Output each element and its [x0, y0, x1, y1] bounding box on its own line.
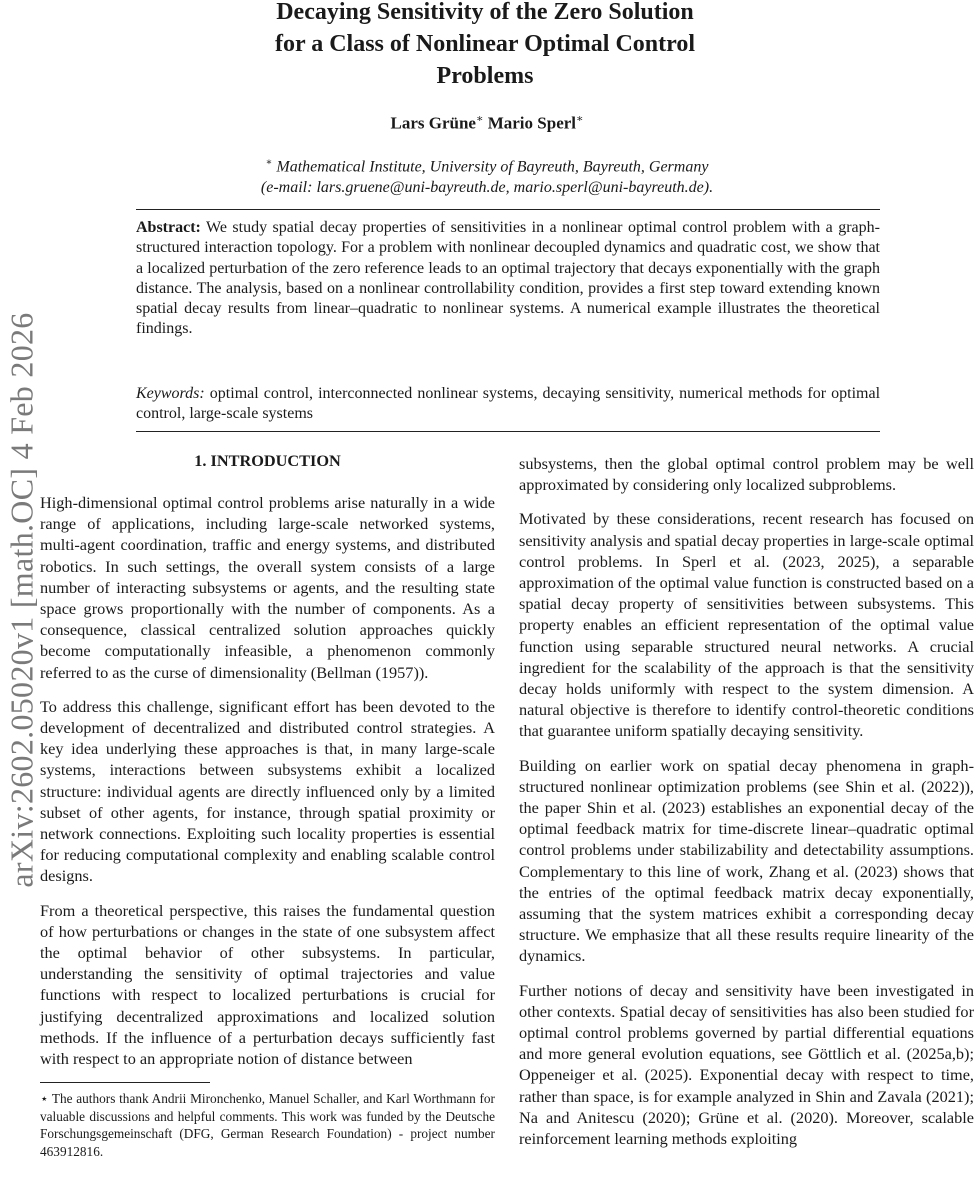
author-name: Mario Sperl	[487, 113, 577, 133]
affiliation-mark: ∗	[475, 113, 484, 125]
footnote-mark: ⋆	[40, 1091, 49, 1106]
author-list	[0, 108, 974, 135]
footnote	[40, 1090, 495, 1161]
keywords-text: optimal control, interconnected nonlinear systems, decaying sensitivity, numerical methods for optimal control, large-scale systems	[136, 385, 881, 422]
paragraph: Motivated by these considerations, recent research has focused on sensitivity analysis and spatial decay properties in large-scale optimal control problems. In Sperl et al. (2023, 2025), a separable approximation of the optimal value function is constructed based on a spatial decay property of sensitivities between subsystems. This property enables an efficient representation of the optimal value function using separable structured neural networks. A crucial ingredient for the scalability of the approach is that the sensitivity decay holds uniformly with respect to the system dimension. A natural objective is therefore to identify control-theoretic conditions that guarantee uniform spatially decaying sensitivity.	[519, 509, 974, 741]
abstract-top-rule	[136, 209, 880, 210]
paper-title	[170, 0, 800, 92]
right-column	[519, 453, 974, 1162]
abstract-text: We study spatial decay properties of sensitivities in a nonlinear optimal control problem with a graph-structured interaction topology. For a problem with nonlinear decoupled dynamics and quadratic cost, we show that a localized perturbation of the zero reference leads to an optimal trajectory that decays exponentially with the graph distance. The analysis, based on a nonlinear controllability condition, provides a first step toward extending known spatial decay results from linear–quadratic to nonlinear systems. A numerical example illustrates the theoretical findings.	[136, 219, 880, 338]
affiliation-line	[200, 152, 774, 177]
paragraph: From a theoretical perspective, this raises the fundamental question of how perturbations or changes in the state of one subsystem affect the optimal behavior of other subsystems. In particular, understanding the sensitivity of optimal trajectories and value functions with respect to localized perturbations is crucial for justifying decentralized approximations and localized solution methods. If the influence of a perturbation decays sufficiently fast with respect to an appropriate notion of distance between	[40, 900, 495, 1069]
paragraph: Further notions of decay and sensitivity have been investigated in other contexts. Spatial decay of sensitivities has also been studied for optimal control problems governed by partial differential equations and more general evolution equations, see Göttlich et al. (2025a,b); Oppeneiger et al. (2025). Exponential decay with respect to time, rather than space, is for example analyzed in Shin and Zavala (2021); Na and Anitescu (2020); Grüne et al. (2020). Moreover, scalable reinforcement learning methods exploiting	[519, 980, 974, 1149]
affiliation	[200, 152, 774, 198]
title-line: Problems	[436, 63, 534, 89]
abstract	[136, 218, 880, 340]
author-name: Lars Grüne	[390, 113, 476, 133]
abstract-label: Abstract:	[136, 219, 201, 236]
affiliation-institute: Mathematical Institute, University of Bayreuth, Bayreuth, Germany	[276, 158, 709, 176]
left-column	[40, 450, 495, 1082]
footnote-rule	[40, 1082, 210, 1083]
affiliation-mark: ∗	[265, 157, 273, 168]
affiliation-email: (e-mail: lars.gruene@uni-bayreuth.de, mario.sperl@uni-bayreuth.de).	[260, 179, 714, 197]
keywords	[136, 384, 880, 424]
affiliation-mark: ∗	[576, 113, 584, 125]
section-heading: 1. INTRODUCTION	[194, 451, 341, 470]
footnote-text: The authors thank Andrii Mironchenko, Manuel Schaller, and Karl Worthmann for valuable discussions and helpful comments. This work was funded by the Deutsche Forschungsgemeinschaft (DFG, German Research Foundation) - project number 463912816.	[40, 1091, 495, 1160]
title-line: for a Class of Nonlinear Optimal Control	[274, 31, 695, 57]
paragraph: subsystems, then the global optimal control problem may be well approximated by considering only localized subproblems.	[519, 454, 974, 495]
paragraph: Building on earlier work on spatial decay phenomena in graph-structured nonlinear optimization problems (see Shin et al. (2022)), the paper Shin et al. (2023) establishes an exponential decay of the optimal feedback matrix for time-discrete linear–quadratic optimal control problems under stabilizability and detectability assumptions. Complementary to this line of work, Zhang et al. (2023) shows that the entries of the optimal feedback matrix decay exponentially, assuming that the system matrices exhibit a corresponding decay structure. We emphasize that all these results require linearity of the dynamics.	[519, 755, 974, 966]
abstract-bottom-rule	[136, 431, 880, 432]
paragraph: High-dimensional optimal control problems arise naturally in a wide range of applications, including large-scale networked systems, multi-agent coordination, traffic and energy systems, and distributed robotics. In such settings, the overall system consists of a large number of interacting subsystems or agents, and the resulting state space grows proportionally with the number of components. As a consequence, classical centralized solution approaches quickly become computationally infeasible, a phenomenon commonly referred to as the curse of dimensionality (Bellman (1957)).	[40, 493, 495, 682]
title-line: Decaying Sensitivity of the Zero Solution	[276, 0, 694, 25]
paragraph: To address this challenge, significant effort has been devoted to the development of decentralized and distributed control strategies. A key idea underlying these approaches is that, in many large-scale systems, interactions between subsystems exhibit a localized structure: individual agents are directly influenced only by a limited subset of other agents, for instance, through spatial proximity or network connections. Exploiting such locality properties is essential for reducing computational complexity and enabling scalable control designs.	[40, 696, 495, 886]
keywords-label: Keywords:	[136, 385, 205, 402]
arxiv-identifier: arXiv:2602.05020v1 [math.OC] 4 Feb 2026	[3, 312, 40, 888]
